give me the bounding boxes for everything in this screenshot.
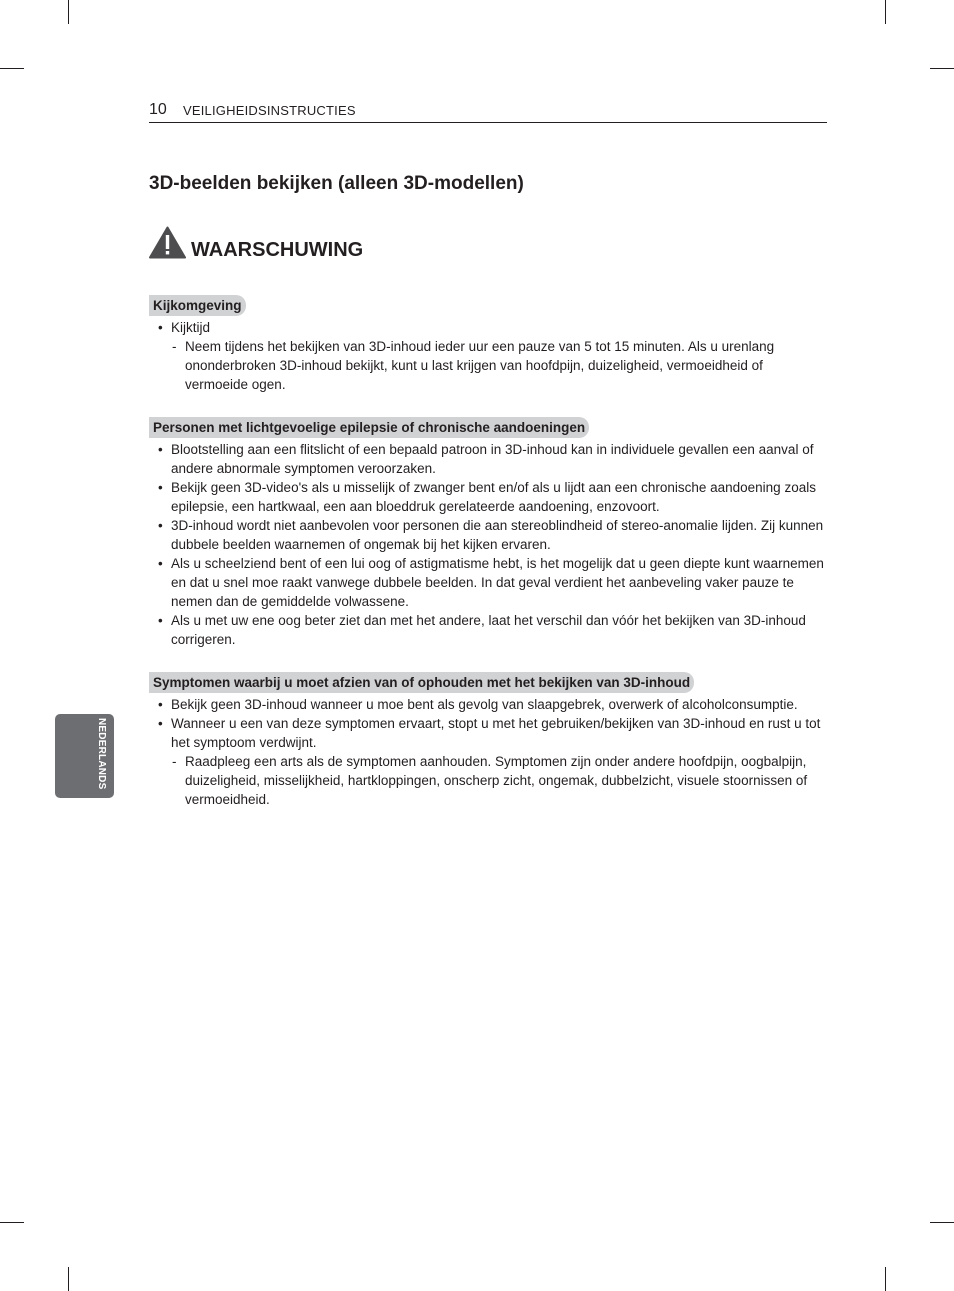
list-item xyxy=(149,714,829,809)
crop-mark xyxy=(885,0,886,24)
page-header xyxy=(149,100,827,123)
list-item: • Als u met uw ene oog beter ziet dan met het andere, laat het verschil dan vóór het bekijken van 3D-inhoud corrigeren. xyxy=(149,611,829,649)
group-viewing-environment xyxy=(149,295,829,394)
group-symptoms xyxy=(149,672,829,809)
page-number: 10 xyxy=(149,101,167,118)
warning-content xyxy=(149,295,829,832)
language-tab-label: NEDERLANDS xyxy=(96,718,107,790)
list-item-text: Kijktijd xyxy=(171,320,211,335)
list-item xyxy=(149,318,829,394)
sub-list-item: - Neem tijdens het bekijken van 3D-inhoud ieder uur een pauze van 5 tot 15 minuten. Als u urenlang ononderbroken 3D-inhoud bekijkt, kunt u last krijgen van hoofdpijn, duizeligheid, vermoeidheid of vermoeide ogen. xyxy=(171,337,829,394)
sub-list xyxy=(171,752,829,809)
page-title: 3D-beelden bekijken (alleen 3D-modellen) xyxy=(149,173,524,194)
bullet-list xyxy=(149,440,829,649)
group-heading: Personen met lichtgevoelige epilepsie of chronische aandoeningen xyxy=(149,417,589,438)
crop-mark xyxy=(0,68,24,69)
crop-mark xyxy=(930,68,954,69)
crop-mark xyxy=(930,1222,954,1223)
group-heading: Symptomen waarbij u moet afzien van of ophouden met het bekijken van 3D-inhoud xyxy=(149,672,694,693)
list-item: • Als u scheelziend bent of een lui oog of astigmatisme hebt, is het mogelijk dat u geen diepte kunt waarnemen en dat u snel moe raakt vanwege dubbele beelden. In dat geval verdient het aanbeveling vaker pauze te nemen dan de gemiddelde volwassene. xyxy=(149,554,829,611)
sub-list xyxy=(171,337,829,394)
group-heading: Kijkomgeving xyxy=(149,295,246,316)
list-item-text: Wanneer u een van deze symptomen ervaart, stopt u met het gebruiken/bekijken van 3D-inhoud en rust u tot het symptoom verdwijnt. xyxy=(171,716,821,750)
crop-mark xyxy=(68,0,69,24)
warning-triangle-icon xyxy=(149,226,186,259)
crop-mark xyxy=(885,1267,886,1291)
crop-mark xyxy=(0,1222,24,1223)
list-item: • 3D-inhoud wordt niet aanbevolen voor personen die aan stereoblindheid of stereo-anomalie lijden. Zij kunnen dubbele beelden waarnemen of ongemak bij het kijken ervaren. xyxy=(149,516,829,554)
list-item: • Blootstelling aan een flitslicht of een bepaald patroon in 3D-inhoud kan in individuele gevallen een aanval of andere abnormale symptomen veroorzaken. xyxy=(149,440,829,478)
list-item: • Bekijk geen 3D-inhoud wanneer u moe bent als gevolg van slaapgebrek, overwerk of alcoholconsumptie. xyxy=(149,695,829,714)
sub-list-item: - Raadpleeg een arts als de symptomen aanhouden. Symptomen zijn onder andere hoofdpijn, oogbalpijn, duizeligheid, misselijkheid, hartkloppingen, onscherp zicht, ongemak, dubbelzicht, visuele stoornissen of vermoeidheid. xyxy=(171,752,829,809)
group-epilepsy xyxy=(149,417,829,649)
warning-label: WAARSCHUWING xyxy=(191,239,364,261)
list-item: • Bekijk geen 3D-video's als u misselijk of zwanger bent en/of als u lijdt aan een chronische aandoening zoals epilepsie, een hartkwaal, een aan bloeddruk gerelateerde aandoening, enzovoort. xyxy=(149,478,829,516)
bullet-list xyxy=(149,318,829,394)
section-name: VEILIGHEIDSINSTRUCTIES xyxy=(183,103,356,118)
bullet-list xyxy=(149,695,829,809)
crop-mark xyxy=(68,1267,69,1291)
